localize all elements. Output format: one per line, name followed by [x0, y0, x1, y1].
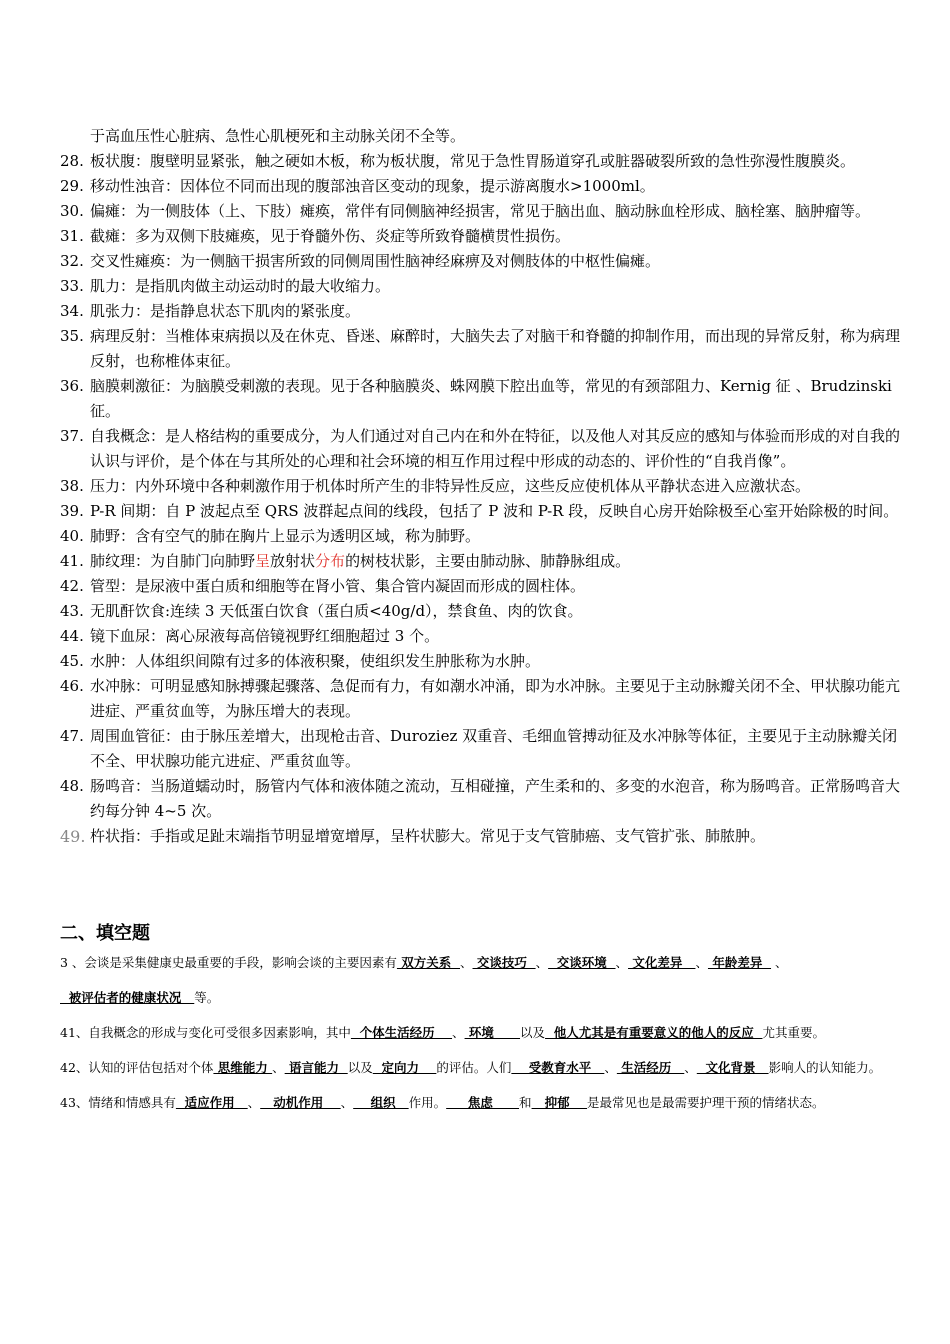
question-42 [60, 1050, 905, 1085]
answer-blank: 组织 [353, 1095, 409, 1110]
answer-blank: 思维能力 [213, 1060, 273, 1075]
item-text: 交叉性瘫痪：为一侧脑干损害所致的同侧周围性脑神经麻痹及对侧肢体的中枢性偏瘫。 [90, 252, 661, 270]
answer-blank: 受教育水平 [511, 1060, 605, 1075]
answer-blank: 焦虑 [446, 1095, 520, 1110]
question-41 [60, 1015, 905, 1050]
item-number: 37. [60, 427, 84, 445]
definition-item [60, 474, 905, 499]
definition-item [60, 149, 905, 174]
question-text: 是最常见也是最需要护理干预的情绪状态。 [587, 1095, 825, 1110]
item-text: 肌张力：是指静息状态下肌肉的紧张度。 [90, 302, 361, 320]
definition-item [60, 574, 905, 599]
item-text: 截瘫：多为双侧下肢瘫痪，见于脊髓外伤、炎症等所致脊髓横贯性损伤。 [90, 227, 571, 245]
item-text: 杵状指：手指或足趾末端指节明显增宽增厚，呈杵状膨大。常见于支气管肺癌、支气管扩张、肺脓肿。 [90, 827, 766, 845]
definition-item [60, 274, 905, 299]
item-number: 39. [60, 502, 84, 520]
item-text: 水冲脉：可明显感知脉搏骤起骤落、急促而有力，有如潮水冲涌，即为水冲脉。主要见于主动脉瓣关闭不全、甲状腺功能亢进症、严重贫血等，为脉压增大的表现。 [90, 677, 901, 720]
item-number: 35. [60, 327, 84, 345]
definition-item [60, 424, 905, 474]
separator: 以及 [520, 1025, 546, 1040]
question-43 [60, 1085, 905, 1120]
item-number: 43. [60, 602, 84, 620]
definition-item [60, 249, 905, 274]
separator: 、 [452, 1025, 465, 1040]
answer-blank: 文化差异 [628, 955, 696, 970]
definition-item [60, 624, 905, 649]
item-text: P-R 间期：自 P 波起点至 QRS 波群起点间的线段，包括了 P 波和 P-R 段，反映自心房开始除极至心室开始除极的时间。 [90, 502, 899, 520]
definition-item [60, 499, 905, 524]
item-text: 肌力：是指肌肉做主动运动时的最大收缩力。 [90, 277, 391, 295]
answer-blank: 环境 [464, 1025, 521, 1040]
item-number: 31. [60, 227, 84, 245]
separator: 作用。 [408, 1095, 447, 1110]
answer-blank: 交谈技巧 [472, 955, 536, 970]
item-number: 30. [60, 202, 84, 220]
item-text: 自我概念：是人格结构的重要成分，为人们通过对自己内在和外在特征，以及他人对其反应的感知与体验而形成的对自我的认识与评价，是个体在与其所处的心理和社会环境的相互作用过程中形成的动态的、评价性的“自我肖像”。 [90, 427, 901, 470]
separator: 和 [519, 1095, 532, 1110]
definition-item [60, 774, 905, 824]
question-text: 43、情绪和情感具有 [60, 1095, 176, 1110]
definition-item [60, 674, 905, 724]
item-number: 42. [60, 577, 84, 595]
definition-item [60, 599, 905, 624]
answer-blank: 语言能力 [284, 1060, 348, 1075]
definition-item [60, 374, 905, 424]
item-text: 肺纹理：为自肺门向肺野 [90, 552, 256, 570]
separator: 、 [247, 1095, 261, 1110]
definition-item [60, 174, 905, 199]
item-number: 29. [60, 177, 84, 195]
question-text: 42、认知的评估包括对个体 [60, 1060, 214, 1075]
definition-item [60, 524, 905, 549]
answer-blank: 适应作用 [175, 1095, 248, 1110]
answer-blank: 年龄差异 [707, 955, 772, 970]
item-number: 49. [60, 827, 86, 846]
item-text: 病理反射：当椎体束病损以及在休克、昏迷、麻醉时，大脑失去了对脑干和脊髓的抑制作用，而出现的异常反射，称为病理反射，也称椎体束征。 [90, 327, 901, 370]
question-text: 尤其重要。 [762, 1025, 825, 1040]
answer-blank: 被评估者的健康状况 [60, 990, 195, 1005]
separator: 、 [272, 1060, 285, 1075]
item-number: 34. [60, 302, 84, 320]
item-text: 移动性浊音：因体位不同而出现的腹部浊音区变动的现象，提示游离腹水>1000ml。 [90, 177, 655, 195]
item-number: 38. [60, 477, 84, 495]
answer-blank: 抑郁 [531, 1095, 588, 1110]
answer-blank: 生活经历 [616, 1060, 685, 1075]
definition-item [60, 824, 905, 849]
separator: 、 [535, 955, 549, 970]
definitions-list [60, 124, 905, 849]
item-number: 28. [60, 152, 84, 170]
highlighted-text: 呈 [255, 552, 271, 570]
answer-blank: 他人尤其是有重要意义的他人的反应 [545, 1025, 763, 1040]
separator: 、 [604, 1060, 617, 1075]
question-text: 41、自我概念的形成与变化可受很多因素影响，其中 [60, 1025, 351, 1040]
definition-item [60, 724, 905, 774]
definition-item [60, 549, 905, 574]
question-text: 3 、会谈是采集健康史最重要的手段，影响会谈的主要因素有 [60, 955, 397, 970]
item-text: 水肿：人体组织间隙有过多的体液积聚，使组织发生肿胀称为水肿。 [90, 652, 541, 670]
definition-item [60, 224, 905, 249]
separator: 、 [684, 1060, 697, 1075]
continued-text: 于高血压性心脏病、急性心肌梗死和主动脉关闭不全等。 [90, 127, 466, 145]
item-text: 周围血管征：由于脉压差增大，出现枪击音、Duroziez 双重音、毛细血管搏动征及水冲脉等体征，主要见于主动脉瓣关闭不全、甲状腺功能亢进症、严重贫血等。 [90, 727, 898, 770]
answer-blank: 个体生活经历 [350, 1025, 453, 1040]
item-number: 44. [60, 627, 84, 645]
definition-item [60, 299, 905, 324]
item-text: 板状腹：腹壁明显紧张，触之硬如木板，称为板状腹，常见于急性胃肠道穿孔或脏器破裂所致的急性弥漫性腹膜炎。 [90, 152, 856, 170]
item-text: 管型：是尿液中蛋白质和细胞等在肾小管、集合管内凝固而形成的圆柱体。 [90, 577, 586, 595]
item-number: 40. [60, 527, 84, 545]
item-text: 偏瘫：为一侧肢体（上、下肢）瘫痪，常伴有同侧脑神经损害，常见于脑出血、脑动脉血栓形成、脑栓塞、脑肿瘤等。 [90, 202, 871, 220]
definition-item [60, 649, 905, 674]
item-number: 41. [60, 552, 84, 570]
separator: 以及 [347, 1060, 373, 1075]
separator: 、 [460, 955, 473, 970]
item-text: 脑膜刺激征：为脑膜受刺激的表现。见于各种脑膜炎、蛛网膜下腔出血等，常见的有颈部阻力、Kernig 征 、Brudzinski 征。 [90, 377, 892, 420]
item-number: 45. [60, 652, 84, 670]
definition-item [60, 199, 905, 224]
separator: 、 [615, 955, 629, 970]
answer-blank: 文化背景 [696, 1060, 769, 1075]
question-text: 等。 [194, 990, 220, 1005]
highlighted-text: 分布 [315, 552, 346, 570]
separator: 、 [771, 955, 788, 970]
answer-blank: 双方关系 [396, 955, 460, 970]
item-number: 48. [60, 777, 84, 795]
section-title: 二、填空题 [60, 923, 150, 944]
item-text: 的树枝状影，主要由肺动脉、肺静脉组成。 [345, 552, 631, 570]
fill-in-blank-section [60, 945, 905, 1120]
item-text: 镜下血尿：离心尿液每高倍镜视野红细胞超过 3 个。 [90, 627, 440, 645]
answer-blank: 定向力 [372, 1060, 437, 1075]
answer-blank: 交谈环境 [548, 955, 616, 970]
separator: 、 [340, 1095, 354, 1110]
separator: 、 [695, 955, 708, 970]
item-text: 无肌酐饮食:连续 3 天低蛋白饮食（蛋白质<40g/d），禁食鱼、肉的饮食。 [90, 602, 583, 620]
definition-item [60, 324, 905, 374]
separator: 的评估。人们 [436, 1060, 512, 1075]
question-3 [60, 945, 905, 1015]
item-number: 46. [60, 677, 84, 695]
answer-blank: 动机作用 [260, 1095, 341, 1110]
item-text: 放射状 [270, 552, 316, 570]
item-text: 肺野：含有空气的肺在胸片上显示为透明区域，称为肺野。 [90, 527, 481, 545]
question-text: 影响人的认知能力。 [768, 1060, 882, 1075]
item-text: 肠鸣音：当肠道蠕动时，肠管内气体和液体随之流动，互相碰撞，产生柔和的、多变的水泡音，称为肠鸣音。正常肠鸣音大约每分钟 4~5 次。 [90, 777, 901, 820]
item-text: 压力：内外环境中各种刺激作用于机体时所产生的非特异性反应，这些反应使机体从平静状态进入应激状态。 [90, 477, 811, 495]
item-number: 33. [60, 277, 84, 295]
item-number: 47. [60, 727, 84, 745]
item-number: 36. [60, 377, 84, 395]
item-number: 32. [60, 252, 84, 270]
